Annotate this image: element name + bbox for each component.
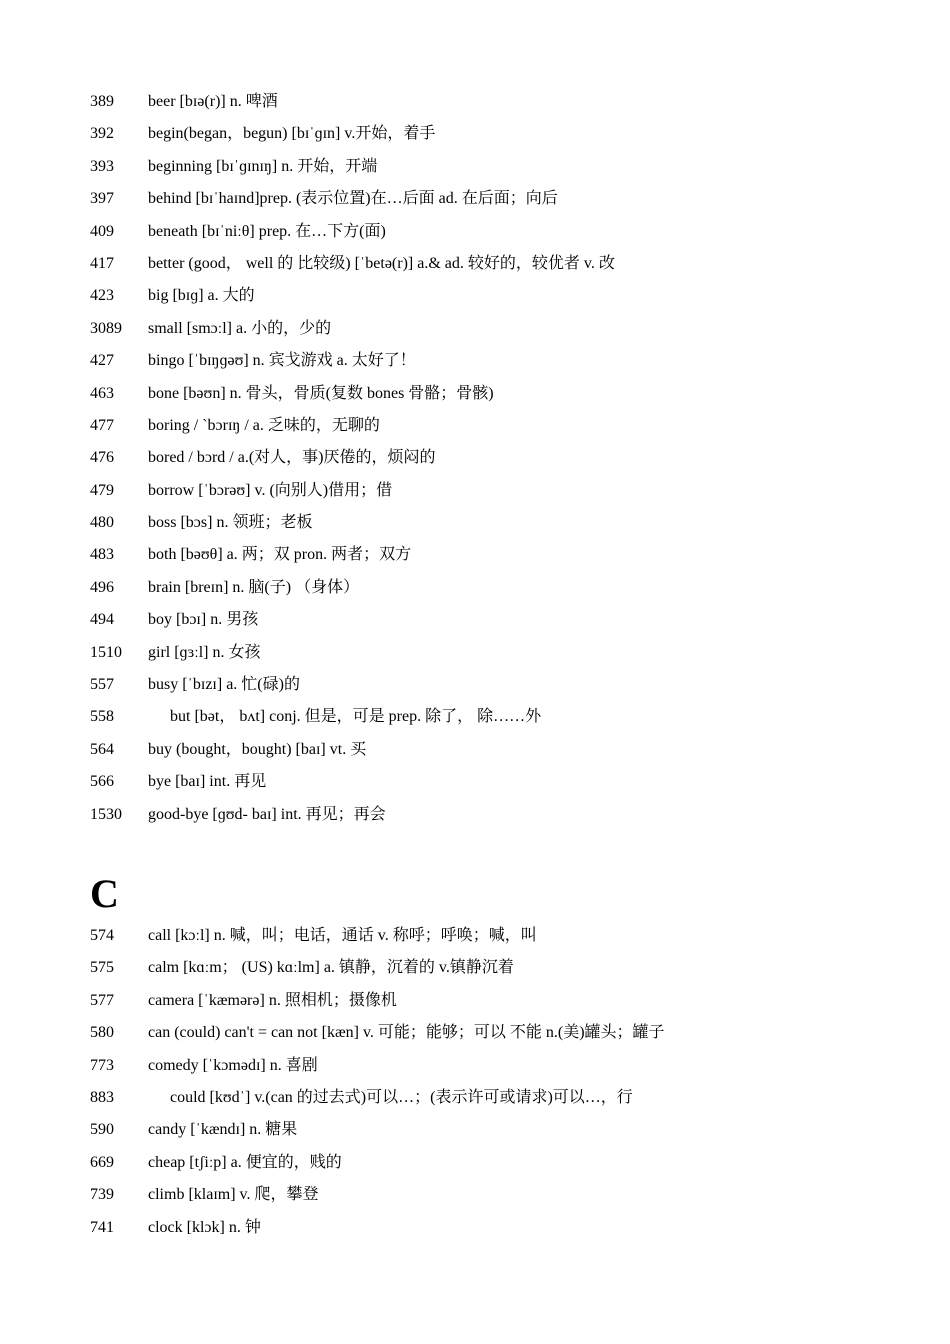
vocab-entry [0, 313, 950, 345]
entry-number: 393 [90, 157, 114, 175]
vocab-entry [0, 1050, 950, 1082]
vocab-entry [0, 507, 950, 539]
entry-number: 480 [90, 514, 114, 532]
entry-definition: busy [ˈbɪzɪ] a. 忙(碌)的 [148, 676, 300, 694]
vocab-entry [0, 345, 950, 377]
entry-number: 397 [90, 190, 114, 208]
entry-number: 1510 [90, 643, 122, 661]
vocab-entry [0, 475, 950, 507]
entry-definition: beer [bɪə(r)] n. 啤酒 [148, 93, 278, 110]
entry-definition: girl [ɡɜːl] n. 女孩 [148, 643, 261, 661]
entry-definition: camera [ˈkæmərə] n. 照相机；摄像机 [148, 991, 397, 1009]
entry-definition: can (could) can't = can not [kæn] v. 可能；能够；可以 不能 n.(美)罐头；罐子 [148, 1024, 665, 1042]
vocab-entry [0, 1212, 950, 1244]
vocab-entry [0, 410, 950, 442]
entry-number: 479 [90, 481, 114, 499]
entry-definition: beneath [bɪˈniːθ] prep. 在…下方(面) [148, 222, 386, 240]
vocab-entry [0, 539, 950, 571]
entry-definition: beginning [bɪˈɡɪnɪŋ] n. 开始，开端 [148, 157, 378, 175]
entry-number: 423 [90, 287, 114, 305]
entry-definition: borrow [ˈbɔrəʊ] v. (向别人)借用；借 [148, 481, 393, 499]
entry-number: 558 [90, 708, 114, 726]
entry-number: 409 [90, 222, 114, 240]
entry-definition: calm [kɑːm； (US) kɑːlm] a. 镇静，沉着的 v.镇静沉着 [148, 959, 514, 977]
entry-number: 669 [90, 1153, 114, 1171]
entry-number: 580 [90, 1024, 114, 1042]
vocab-entry [0, 280, 950, 312]
entry-number: 3089 [90, 319, 122, 337]
vocab-entry [0, 637, 950, 669]
entry-definition: bye [baɪ] int. 再见 [148, 773, 267, 791]
vocab-entry [0, 151, 950, 183]
vocab-entry [0, 920, 950, 952]
entry-number: 1530 [90, 805, 122, 823]
entry-definition: both [bəʊθ] a. 两；双 pron. 两者；双方 [148, 546, 412, 564]
entry-definition: candy [ˈkændɪ] n. 糖果 [148, 1121, 298, 1139]
entry-definition: big [bɪɡ] a. 大的 [148, 287, 255, 305]
entry-number: 557 [90, 676, 114, 694]
entry-number: 496 [90, 578, 114, 596]
entry-number: 494 [90, 611, 114, 629]
vocab-entry [0, 1114, 950, 1146]
vocab-entry [0, 118, 950, 150]
vocab-entry [0, 1017, 950, 1049]
entry-definition: but [bət， bʌt] conj. 但是，可是 prep. 除了， 除……外 [170, 708, 542, 726]
vocab-entry [0, 952, 950, 984]
entry-number: 739 [90, 1186, 114, 1204]
vocab-entry [0, 1147, 950, 1179]
entry-definition: better (good， well 的 比较级) [ˈbetə(r)] a.& ad. 较好的，较优者 v. 改 [148, 254, 615, 272]
vocab-entry [0, 701, 950, 733]
entry-number: 575 [90, 959, 114, 977]
entry-definition: climb [klaɪm] v. 爬，攀登 [148, 1186, 319, 1204]
entry-definition: comedy [ˈkɔmədɪ] n. 喜剧 [148, 1056, 318, 1074]
vocab-entry [0, 572, 950, 604]
vocab-entry [0, 442, 950, 474]
vocab-entry [0, 734, 950, 766]
vocab-entry [0, 604, 950, 636]
vocab-entry [0, 183, 950, 215]
entry-definition: bingo [ˈbɪŋɡəʊ] n. 宾戈游戏 a. 太好了！ [148, 352, 416, 370]
entry-number: 741 [90, 1218, 114, 1236]
entry-number: 389 [90, 93, 114, 110]
entry-definition: small [smɔːl] a. 小的，少的 [148, 319, 332, 337]
entry-number: 476 [90, 449, 114, 467]
entry-definition: boring / `bɔrɪŋ / a. 乏味的，无聊的 [148, 416, 380, 434]
entry-number: 773 [90, 1056, 114, 1074]
entry-definition: bored / bɔrd / a.(对人，事)厌倦的，烦闷的 [148, 449, 436, 467]
entry-definition: brain [breɪn] n. 脑(子) （身体） [148, 578, 360, 596]
entry-number: 574 [90, 927, 114, 944]
entry-definition: good-bye [ɡʊd- baɪ] int. 再见；再会 [148, 805, 386, 823]
vocab-entry [0, 378, 950, 410]
entry-number: 577 [90, 991, 114, 1009]
entry-number: 463 [90, 384, 114, 402]
entry-definition: boy [bɔɪ] n. 男孩 [148, 611, 259, 629]
vocab-entry [0, 216, 950, 248]
vocab-entry [0, 766, 950, 798]
vocab-entry [0, 86, 950, 118]
entry-definition: call [kɔːl] n. 喊，叫；电话，通话 v. 称呼；呼唤；喊，叫 [148, 927, 537, 944]
entry-definition: behind [bɪˈhaɪnd]prep. (表示位置)在…后面 ad. 在后面；向后 [148, 190, 558, 208]
vocab-entry [0, 248, 950, 280]
entry-number: 392 [90, 125, 114, 143]
entry-definition: clock [klɔk] n. 钟 [148, 1218, 261, 1236]
entry-definition: buy (bought，bought) [baɪ] vt. 买 [148, 740, 367, 758]
entry-number: 590 [90, 1121, 114, 1139]
section-b-word-list [0, 86, 950, 831]
vocab-entry [0, 985, 950, 1017]
vocab-entry [0, 799, 950, 831]
entry-number: 883 [90, 1088, 114, 1106]
section-c-heading: C [90, 871, 119, 916]
entry-definition: could [kʊdˈ] v.(can 的过去式)可以…；(表示许可或请求)可以…，行 [170, 1088, 633, 1106]
entry-number: 566 [90, 773, 114, 791]
entry-definition: cheap [tʃiːp] a. 便宜的，贱的 [148, 1153, 342, 1171]
entry-number: 417 [90, 254, 114, 272]
entry-definition: begin(began，begun) [bɪˈɡɪn] v.开始，着手 [148, 125, 436, 143]
section-c-word-list [0, 920, 950, 1244]
entry-definition: boss [bɔs] n. 领班；老板 [148, 514, 313, 532]
entry-number: 483 [90, 546, 114, 564]
vocab-entry [0, 669, 950, 701]
entry-number: 477 [90, 416, 114, 434]
entry-number: 564 [90, 740, 114, 758]
vocab-entry [0, 1082, 950, 1114]
entry-number: 427 [90, 352, 114, 370]
entry-definition: bone [bəʊn] n. 骨头，骨质(复数 bones 骨骼；骨骸) [148, 384, 494, 402]
vocab-entry [0, 1179, 950, 1211]
